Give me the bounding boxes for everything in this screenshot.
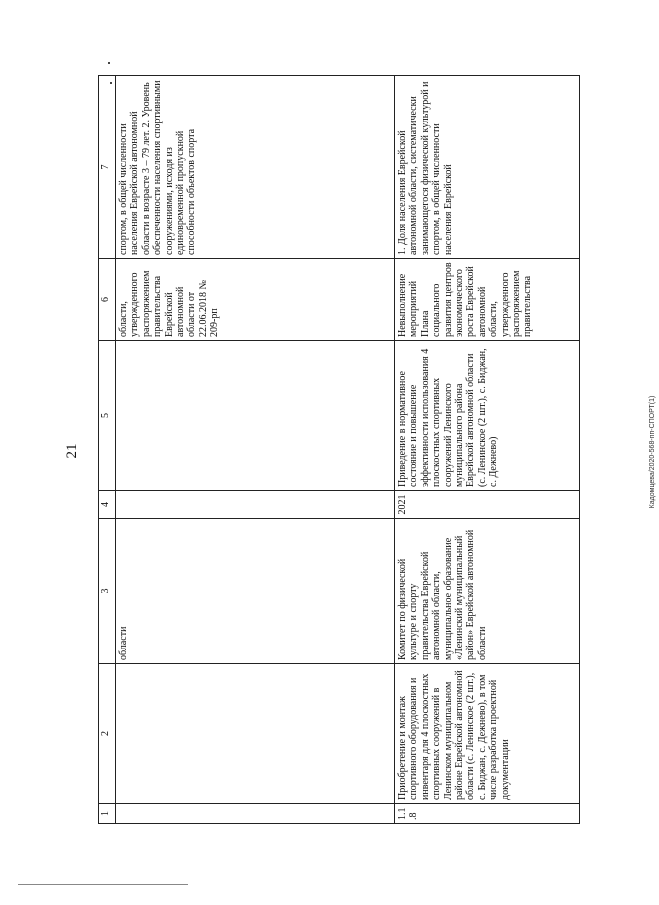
cell-number: 1.1.8: [395, 804, 580, 824]
header-cell-6: 6: [99, 259, 116, 341]
cell-result: Приведение в нормативное состояние и повышение эффективности использования 4 плоскостных спортивных сооружений Ленинского муниципального района Еврейской автономной области (с. Ленинское (2 шт.), с. Биджан, с. Дежнево): [395, 341, 580, 491]
header-cell-4: 4: [99, 491, 116, 519]
header-cell-7: 7: [99, 76, 116, 259]
header-cell-3: 3: [99, 519, 116, 664]
cell-consequence: области, утвержденного распоряжением правительства Еврейской автономной области от 22.06.2018 № 209-рп: [116, 259, 395, 341]
header-cell-2: 2: [99, 664, 116, 804]
rotated-table: [98, 76, 576, 824]
page-number: 21: [64, 443, 80, 459]
cell-executor: Комитет по физической культуре и спорту правительства Еврейской автономной области, муниципальное образование «Ленинский муниципальный район» Еврейской автономной области: [395, 519, 580, 664]
cell-indicator: спортом, в общей численности населения Еврейской автономной области в возрасте 3 – 79 лет. 2. Уровень обеспеченности населения спортивными сооружениями, исходя из единовременной пропускной способности объектов спорта: [116, 76, 395, 259]
header-row: [99, 76, 116, 824]
cell-measure: [116, 664, 395, 804]
table-row: [395, 76, 580, 824]
footer-rule: [18, 884, 188, 885]
cell-result: [116, 341, 395, 491]
cell-executor: области: [116, 519, 395, 664]
header-cell-1: 1: [99, 804, 116, 824]
cell-indicator: 1. Доля населения Еврейской автономной области, систематически занимающегося физической культурой и спортом, в общей численности населения Еврейской: [395, 76, 580, 259]
cell-year: [116, 491, 395, 519]
cell-measure: Приобретение и монтаж спортивного оборудования и инвентаря для 4 плоскостных спортивных сооружений в Ленинском муниципальном районе Еврейской автономной области (с. Ленинское (2 шт.), с. Биджан, с. Дежнево), в том числе разработка проектной документации: [395, 664, 580, 804]
scan-speck: [108, 62, 110, 64]
table-row: [116, 76, 395, 824]
header-cell-5: 5: [99, 341, 116, 491]
cell-number: [116, 804, 395, 824]
measures-table: [98, 75, 580, 824]
cell-consequence: Невыполнение мероприятий Плана социального развития центров экономического роста Еврейской автономной области, утвержденного распоряжением правительства: [395, 259, 580, 341]
table-container: [98, 76, 576, 824]
document-code: Кадомцева/2020-568-пп-СПОРТ(1): [649, 395, 656, 509]
cell-year: 2021: [395, 491, 580, 519]
